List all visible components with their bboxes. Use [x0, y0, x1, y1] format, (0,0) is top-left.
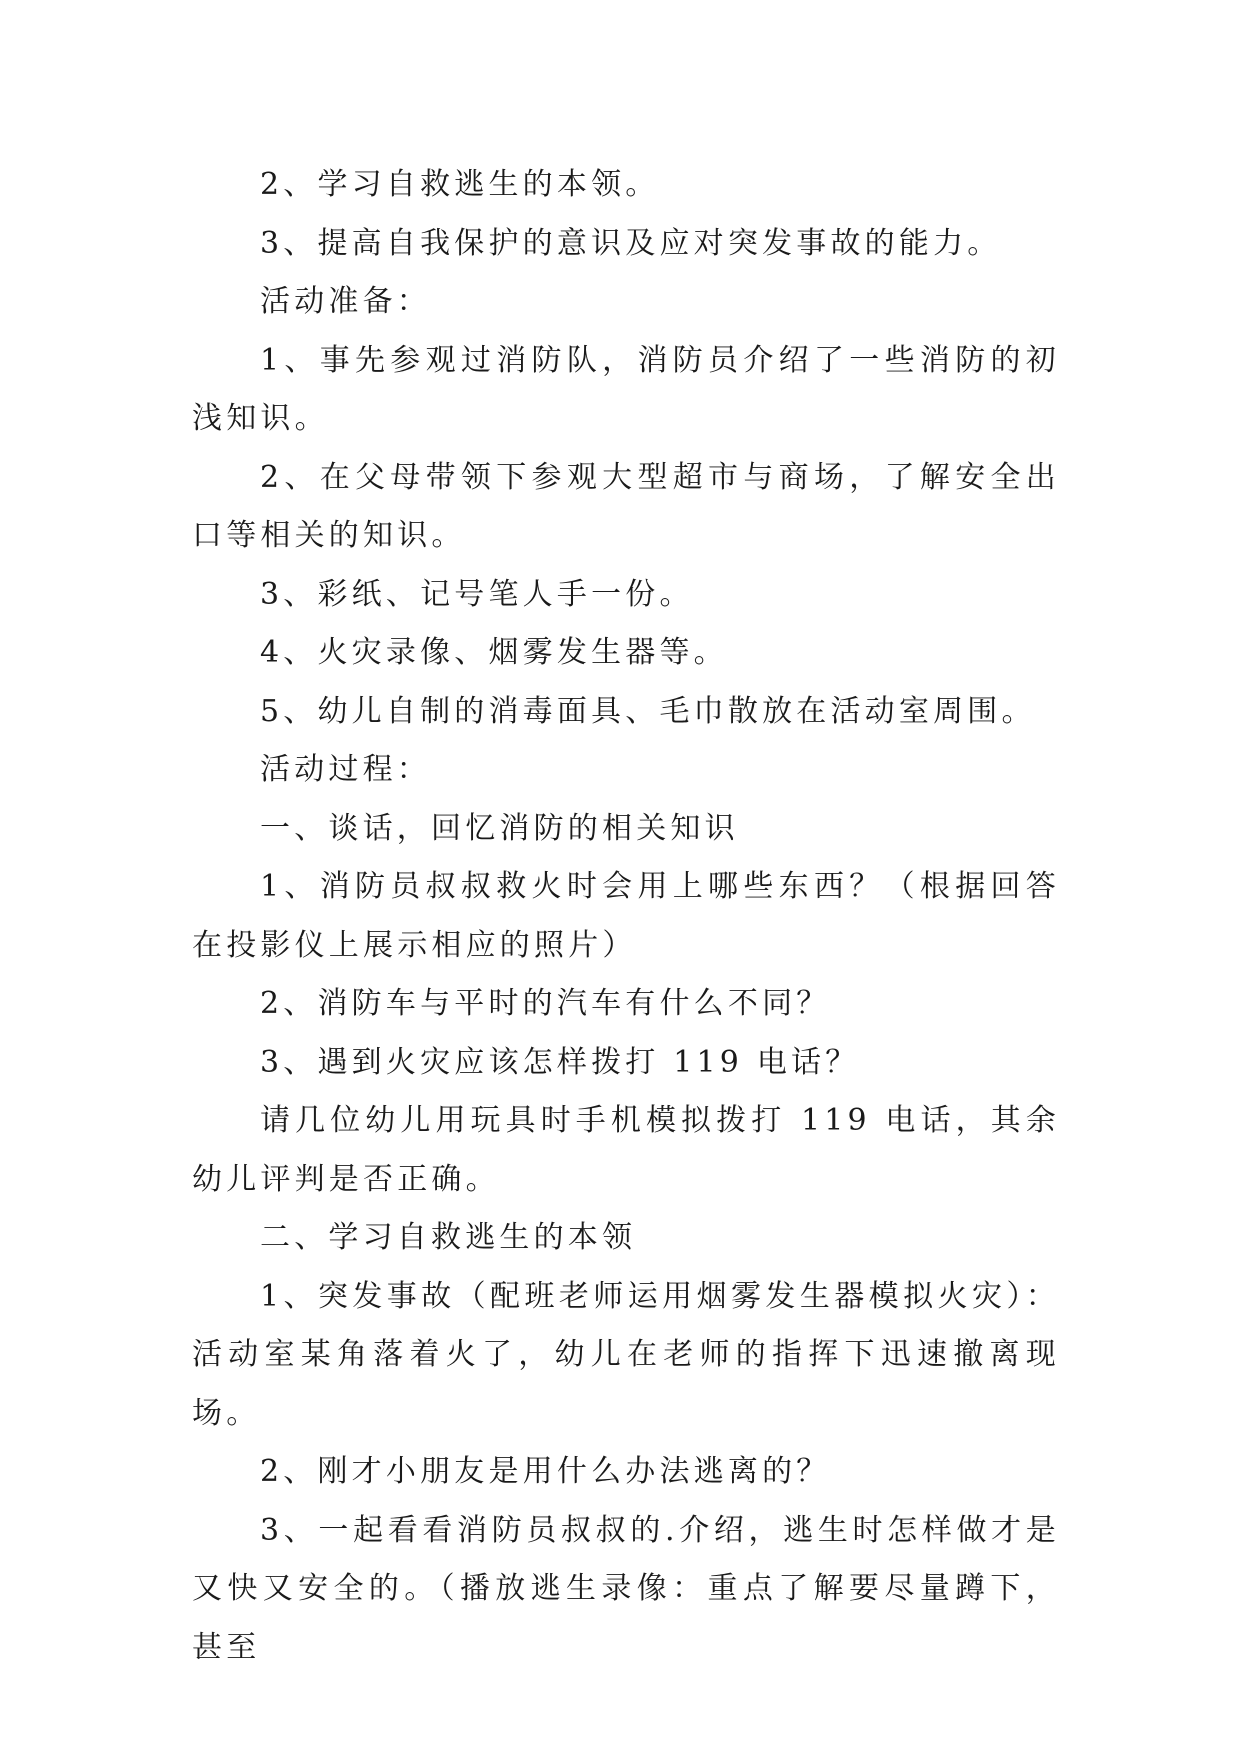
heading-activity-process: 活动过程：: [260, 752, 431, 787]
paragraph-section2-1: 1、突发事故（配班老师运用烟雾发生器模拟火灾）：活动室某角落着火了，幼儿在老师的指挥下迅速撤离现场。: [192, 1278, 1060, 1431]
paragraph-section1-practice: 请几位幼儿用玩具时手机模拟拨打 119 电话，其余幼儿评判是否正确。: [192, 1103, 1060, 1197]
paragraph-prep-2: 2、在父母带领下参观大型超市与商场，了解安全出口等相关的知识。: [192, 459, 1060, 553]
paragraph-section1-q1: 1、消防员叔叔救火时会用上哪些东西？（根据回答在投影仪上展示相应的照片）: [192, 869, 1060, 963]
paragraph-goal-2: 2、学习自救逃生的本领。: [260, 167, 660, 202]
paragraph-prep-4: 4、火灾录像、烟雾发生器等。: [260, 635, 728, 670]
paragraph-goal-3: 3、提高自我保护的意识及应对突发事故的能力。: [260, 225, 1002, 261]
heading-activity-preparation: 活动准备：: [260, 284, 431, 319]
paragraph-section1-q3: 3、遇到火灾应该怎样拨打 119 电话？: [260, 1044, 860, 1080]
paragraph-prep-5: 5、幼儿自制的消毒面具、毛巾散放在活动室周围。: [260, 693, 1036, 729]
paragraph-section2-2: 2、刚才小朋友是用什么办法逃离的？: [260, 1454, 831, 1489]
paragraph-prep-3: 3、彩纸、记号笔人手一份。: [260, 576, 694, 612]
document-body: [192, 156, 1060, 1677]
heading-section-1: 一、谈话，回忆消防的相关知识: [260, 810, 739, 846]
paragraph-prep-1: 1、事先参观过消防队，消防员介绍了一些消防的初浅知识。: [192, 342, 1060, 436]
heading-section-2: 二、学习自救逃生的本领: [260, 1220, 637, 1255]
paragraph-section1-q2: 2、消防车与平时的汽车有什么不同？: [260, 986, 831, 1021]
paragraph-section2-3: 3、一起看看消防员叔叔的.介绍，逃生时怎样做才是又快又安全的。（播放逃生录像：重点了解要尽量蹲下，甚至: [192, 1512, 1060, 1665]
